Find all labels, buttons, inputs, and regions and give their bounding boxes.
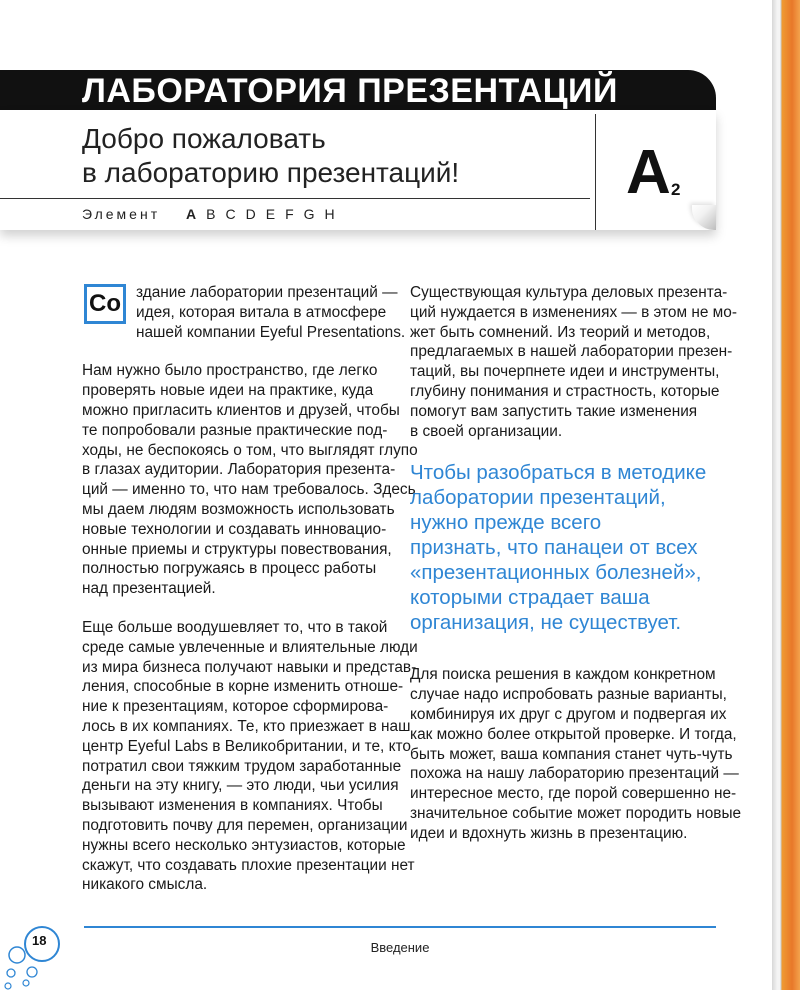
- body-paragraph: [410, 665, 742, 843]
- text-line: идея, которая витала в атмосфере: [136, 303, 387, 321]
- text-line: потратил свои тяжким трудом заработанные: [82, 757, 402, 775]
- intro-paragraph: [82, 283, 406, 342]
- text-line: похожа на нашу лабораторию презентаций —: [410, 765, 739, 783]
- text-line: нашей компании Eyeful Presentations.: [136, 323, 406, 341]
- quote-line: организация, не существует.: [410, 611, 682, 635]
- text-line: как можно более открытой проверке. И тогда,: [410, 725, 737, 743]
- text-line: помогут вам запустить такие изменения: [410, 402, 698, 420]
- quote-line: нужно прежде всего: [410, 511, 602, 535]
- text-line: Для поиска решения в каждом конкретном: [410, 666, 716, 684]
- text-line: лось в их компаниях. Те, кто приезжает в наш: [82, 717, 411, 735]
- element-box-divider: [595, 114, 596, 230]
- text-line: идеи и вдохнуть жизнь в презентацию.: [410, 824, 688, 842]
- text-line: ления, способные в корне изменить отноше-: [82, 678, 404, 696]
- bubble-icon: [5, 983, 11, 989]
- text-line: комбинируя их друг с другом и подвергая их: [410, 705, 727, 723]
- text-line: ций нуждается в изменениях — в этом не мо-: [410, 303, 737, 321]
- quote-line: признать, что панацеи от всех: [410, 536, 698, 560]
- text-line: центр Eyeful Labs в Великобритании, и те, кто: [82, 737, 411, 755]
- element-letter-g: G: [303, 206, 315, 222]
- text-line: полностью погружаясь в процесс работы: [82, 560, 377, 578]
- quote-line: «презентационных болезней»,: [410, 561, 702, 585]
- text-line: никакого смысла.: [82, 876, 208, 894]
- quote-line: Чтобы разобраться в методике: [410, 461, 707, 485]
- text-line: Нам нужно было пространство, где легко: [82, 362, 378, 380]
- body-paragraph: [82, 618, 418, 895]
- element-letter-list: [186, 206, 345, 222]
- element-letter-c: C: [225, 206, 236, 222]
- text-line: в своей организации.: [410, 422, 563, 440]
- text-line: интересное место, где порой совершенно не-: [410, 785, 737, 803]
- right-column: [410, 283, 742, 863]
- page-edge-decoration: [772, 0, 800, 990]
- text-line: те попробовали разные практические под-: [82, 421, 388, 439]
- body-paragraph: [82, 361, 418, 599]
- section-title: ЛАБОРАТОРИЯ ПРЕЗЕНТАЦИЙ: [82, 72, 618, 110]
- body-paragraph: [410, 283, 737, 441]
- text-line: в глазах аудитории. Лаборатория презента-: [82, 461, 396, 479]
- footer-section-name: Введение: [370, 940, 430, 955]
- element-symbol: A: [626, 138, 671, 207]
- bubble-icon: [7, 969, 15, 977]
- element-letter-a: A: [186, 206, 197, 222]
- text-line: здание лаборатории презентаций —: [136, 284, 398, 301]
- text-line: можно пригласить клиентов и друзей, чтобы: [82, 401, 400, 419]
- bubbles-decoration: [0, 915, 70, 990]
- text-line: новые технологии и создавать инновацио-: [82, 520, 387, 538]
- element-letter-d: D: [245, 206, 256, 222]
- text-line: предлагаемых в нашей лаборатории презен-: [410, 343, 733, 361]
- text-line: таций, вы почерпнете идеи и инструменты,: [410, 363, 720, 381]
- page-number: 18: [32, 933, 47, 948]
- element-letter-h: H: [324, 206, 335, 222]
- text-line: деньги на эту книгу, — это люди, чьи усилия: [82, 777, 399, 795]
- element-letter-f: F: [285, 206, 294, 222]
- text-line: Существующая культура деловых презента-: [410, 284, 728, 301]
- text-line: мы даем людям возможность использовать: [82, 500, 395, 518]
- element-letter-b: B: [206, 206, 216, 222]
- pull-quote: [410, 460, 730, 635]
- page-title-line: Добро пожаловать: [82, 123, 326, 154]
- drop-cap: Co: [84, 284, 126, 324]
- bubble-icon: [9, 947, 25, 963]
- bubble-icon: [23, 980, 29, 986]
- text-line: Еще больше воодушевляет то, что в такой: [82, 618, 388, 636]
- text-line: проверять новые идеи на практике, куда: [82, 382, 374, 400]
- element-label: Элемент: [82, 206, 161, 222]
- quote-line: которыми страдает ваша: [410, 586, 650, 610]
- text-line: глубину понимания и страстность, которые: [410, 382, 720, 400]
- text-line: над презентацией.: [82, 580, 216, 598]
- text-line: из мира бизнеса получают навыки и представ-: [82, 658, 417, 676]
- left-column: [82, 283, 418, 914]
- text-line: жет быть сомнений. Из теорий и методов,: [410, 323, 711, 341]
- text-line: ций — именно то, что нам требовалось. Здесь: [82, 481, 416, 499]
- element-letter-e: E: [265, 206, 276, 222]
- text-line: значительное событие может породить новые: [410, 804, 742, 822]
- text-line: онные приемы и структуры повествования,: [82, 540, 392, 558]
- text-line: ние к презентациям, которое сформирова-: [82, 698, 389, 716]
- quote-line: лаборатории презентаций,: [410, 486, 666, 510]
- text-line: среде самые увлеченные и влиятельные люди: [82, 638, 418, 656]
- header-divider: [0, 198, 590, 199]
- bubble-icon: [27, 967, 37, 977]
- text-line: быть может, ваша компания станет чуть-чуть: [410, 745, 733, 763]
- element-navigation: [82, 206, 345, 222]
- page-title: [82, 122, 459, 190]
- text-line: вызывают изменения в компаниях. Чтобы: [82, 797, 383, 815]
- text-line: ходы, не беспокоясь о том, что выглядят глупо: [82, 441, 418, 459]
- page-title-line: в лабораторию презентаций!: [82, 157, 460, 188]
- text-line: случае надо испробовать разные варианты,: [410, 686, 727, 704]
- text-line: подготовить почву для перемен, организации: [82, 816, 408, 834]
- text-line: нужны всего несколько энтузиастов, которые: [82, 836, 406, 854]
- footer-divider: [84, 926, 716, 928]
- element-number: 2: [671, 180, 681, 199]
- text-line: скажут, что создавать плохие презентации нет: [82, 856, 415, 874]
